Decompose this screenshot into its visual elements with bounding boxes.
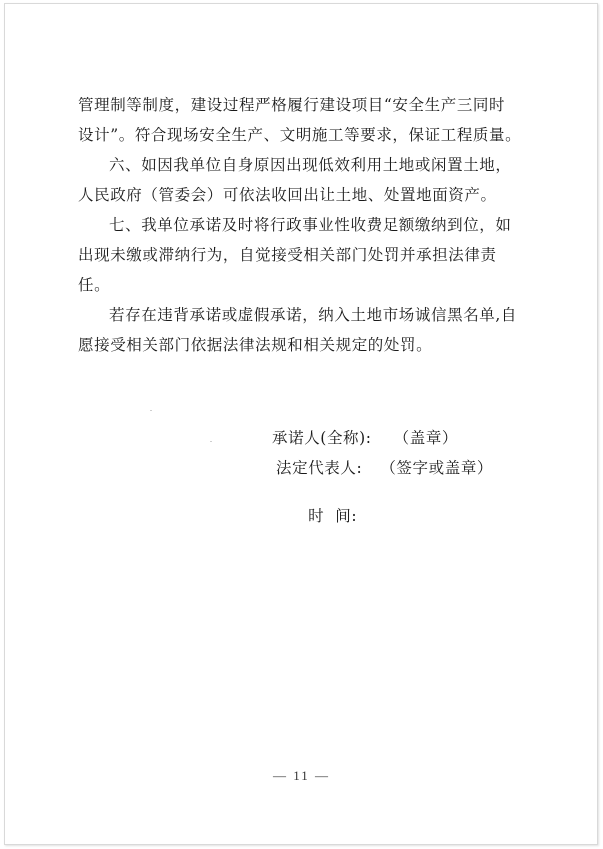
paragraph-management-system <box>78 90 523 150</box>
paragraph-breach <box>78 300 523 360</box>
page-number: — 11 — <box>272 768 331 783</box>
legal-representative-line <box>276 456 493 478</box>
paragraph-six <box>78 150 523 210</box>
legal-representative-label: 法定代表人: <box>276 459 363 477</box>
scan-speck <box>210 441 212 442</box>
text-line: 愿接受相关部门依据法律法规和相关规定的处罚。 <box>78 336 433 354</box>
promisor-line <box>272 426 458 448</box>
scan-speck <box>150 410 152 411</box>
promisor-label: 承诺人(全称): <box>272 429 372 447</box>
text-line: 六、如因我单位自身原因出现低效利用土地或闲置土地， <box>109 156 512 174</box>
time-line <box>297 486 357 526</box>
text-line: 七、我单位承诺及时将行政事业性收费足额缴纳到位，如 <box>109 216 512 234</box>
paragraph-seven <box>78 210 523 300</box>
promisor-seal-note: （盖章） <box>393 429 459 447</box>
text-line: 人民政府（管委会）可依法收回出让土地、处置地面资产。 <box>78 186 497 204</box>
text-line: 出现未缴或滞纳行为，自觉接受相关部门处罚并承担法律责 <box>78 246 497 264</box>
text-line: 若存在违背承诺或虚假承诺，纳入土地市场诚信黑名单,自 <box>109 306 518 324</box>
text-line: 管理制等制度，建设过程严格履行建设项目“安全生产三同时 <box>78 96 506 114</box>
time-label: 时 间: <box>308 507 358 525</box>
text-line: 设计”。符合现场安全生产、文明施工等要求，保证工程质量。 <box>78 126 522 144</box>
legal-representative-note: （签字或盖章） <box>380 459 494 477</box>
text-line: 任。 <box>78 276 111 294</box>
